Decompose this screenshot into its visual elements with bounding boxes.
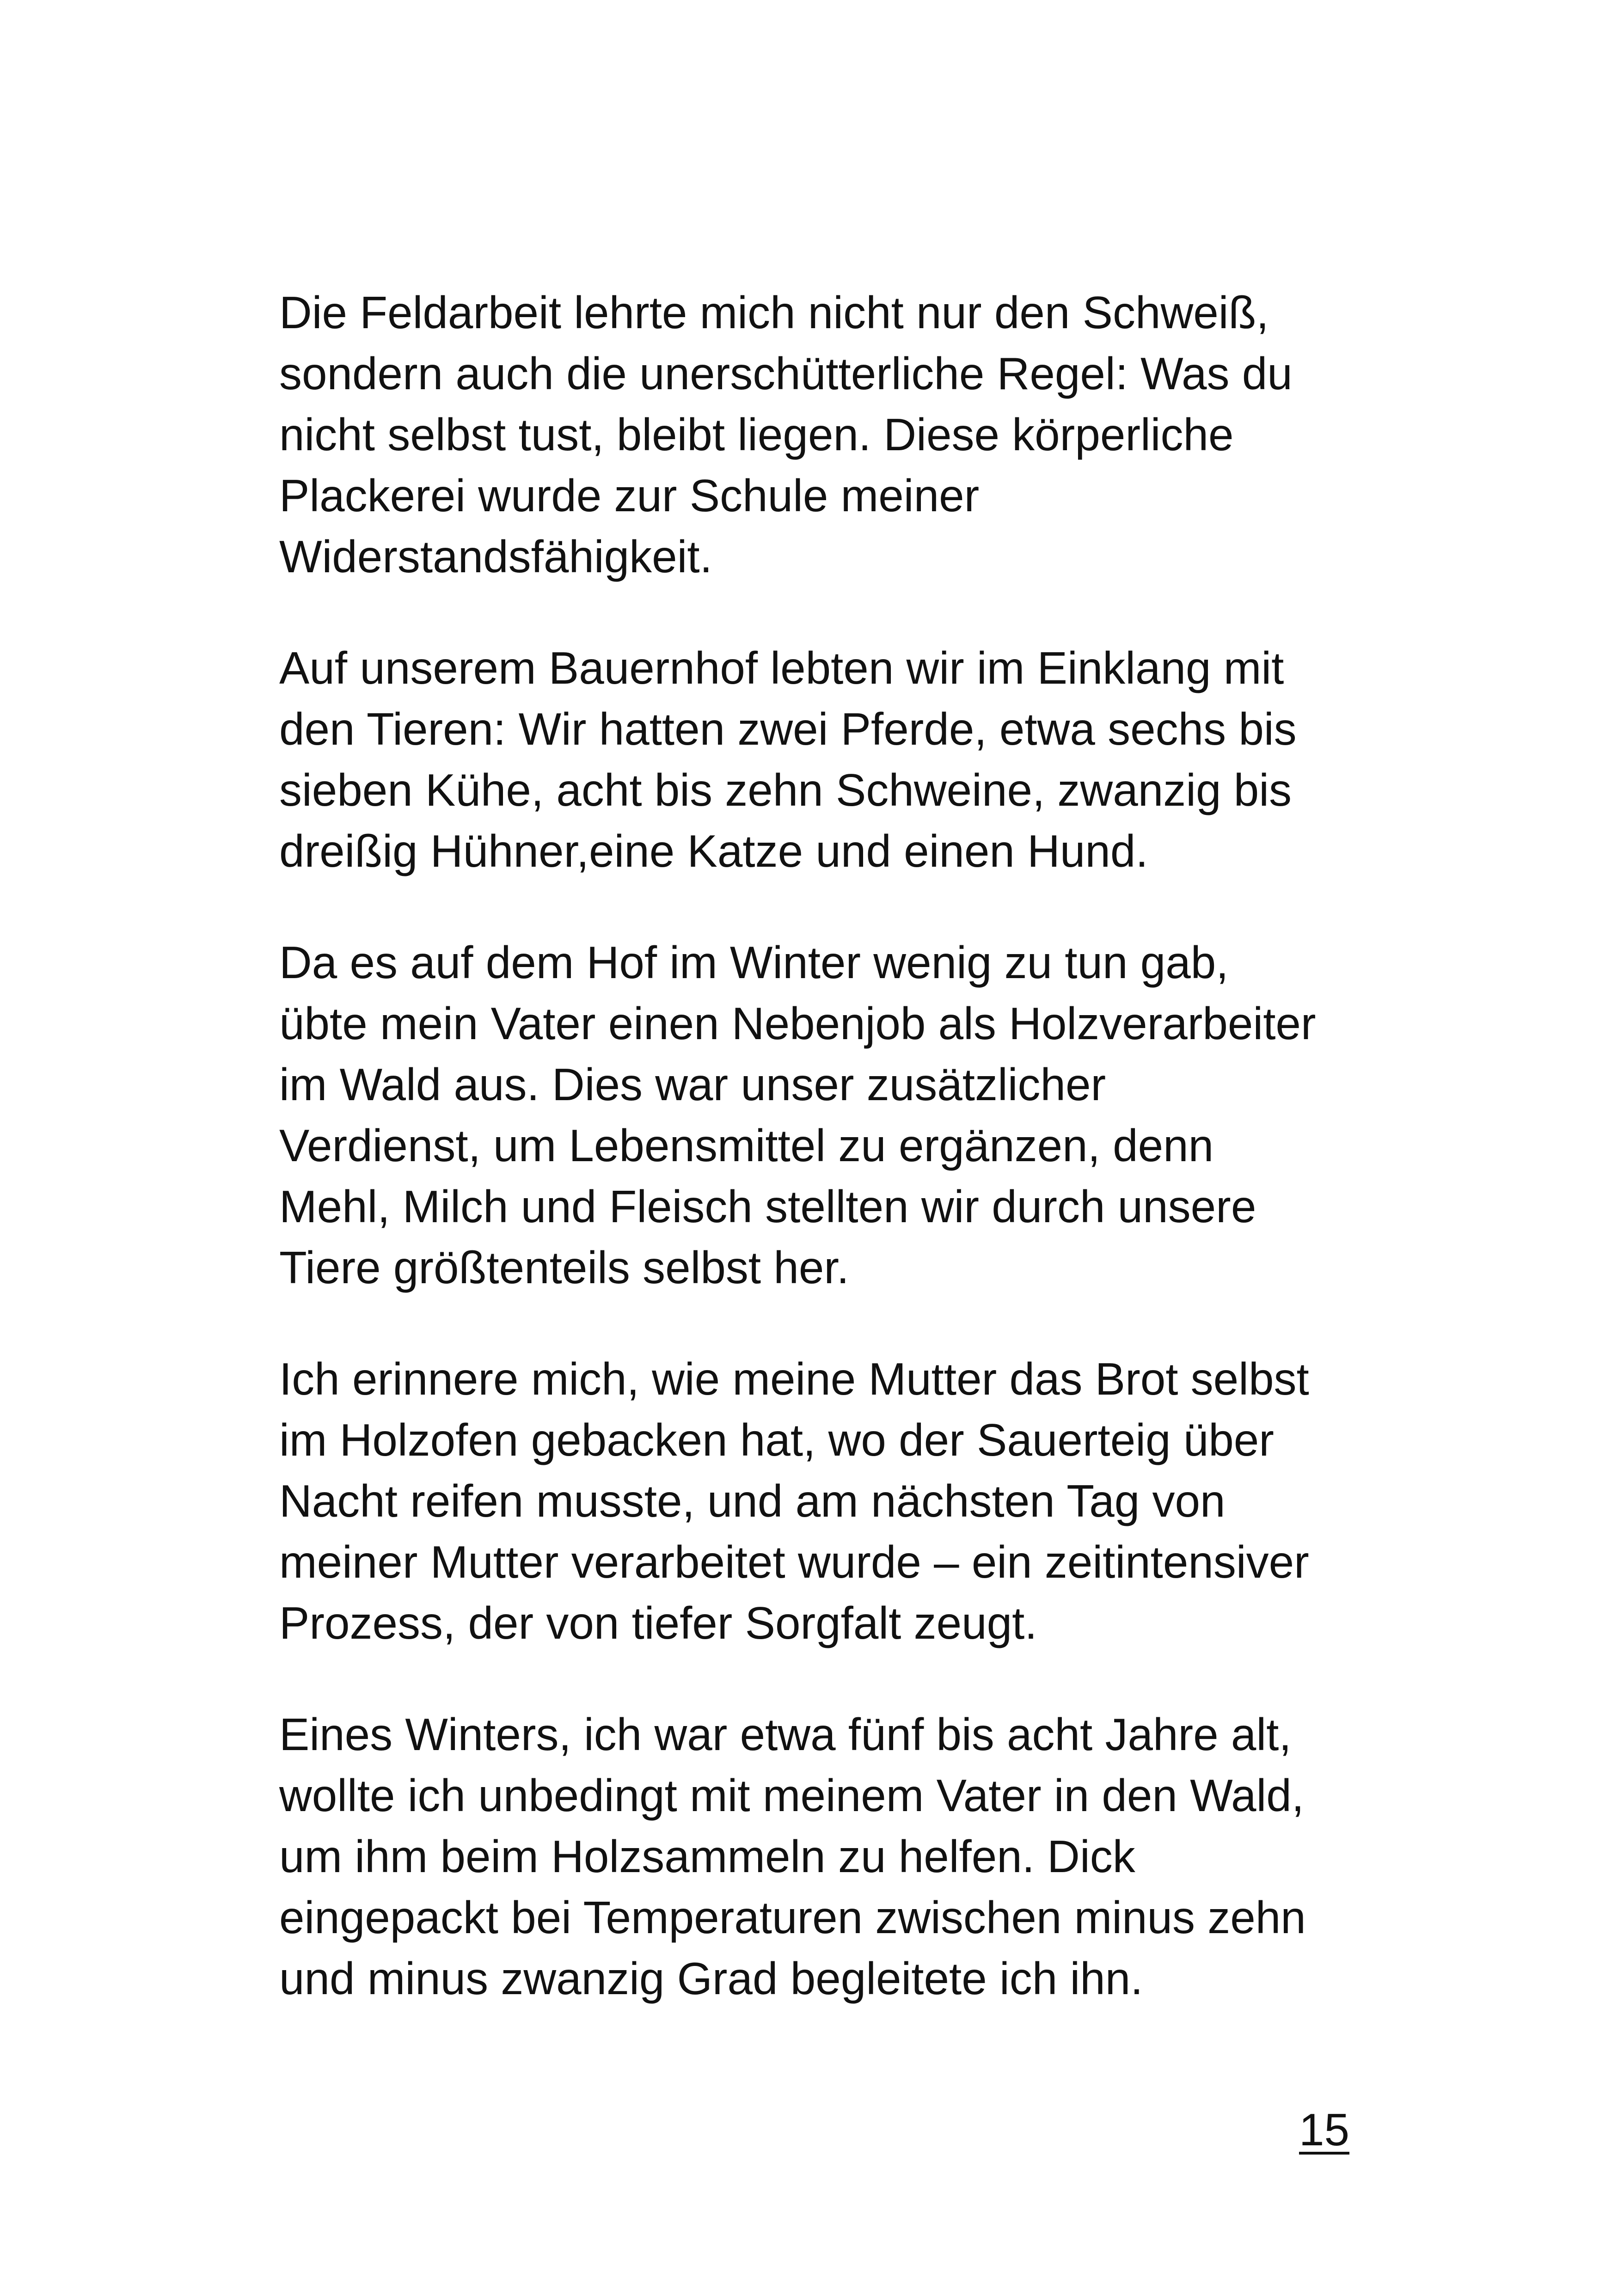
paragraph-2: Auf unserem Bauernhof lebten wir im Einklang mit den Tieren: Wir hatten zwei Pferde, etwa sechs bis sieben Kühe, acht bis zehn Schweine, zwanzig bis dreißig Hühner,eine Katze und einen Hund. — [279, 643, 1297, 876]
paragraph-4: Ich erinnere mich, wie meine Mutter das Brot selbst im Holzofen gebacken hat, wo der Sauerteig über Nacht reifen musste, und am nächsten Tag von meiner Mutter verarbeitet wurde – ein zeitintensiver Prozess, der von tiefer Sorgfalt zeugt. — [279, 1353, 1309, 1648]
paragraph-1: Die Feldarbeit lehrte mich nicht nur den Schweiß, sondern auch die unerschütterliche Regel: Was du nicht selbst tust, bleibt liegen. Diese körperliche Plackerei wurde zur Schule meiner Widerstandsfähigkeit. — [279, 287, 1293, 582]
page-number: 15 — [1299, 2104, 1350, 2155]
body-text — [279, 282, 1366, 2059]
paragraph-5: Eines Winters, ich war etwa fünf bis acht Jahre alt, wollte ich unbedingt mit meinem Vater in den Wald, um ihm beim Holzsammeln zu helfen. Dick eingepackt bei Temperaturen zwischen minus zehn und minus zwanzig Grad begleitete ich ihn. — [279, 1709, 1306, 2004]
paragraph-3: Da es auf dem Hof im Winter wenig zu tun gab, übte mein Vater einen Nebenjob als Holzverarbeiter im Wald aus. Dies war unser zusätzlicher Verdienst, um Lebensmittel zu ergänzen, denn Mehl, Milch und Fleisch stellten wir durch unsere Tiere größtenteils selbst her. — [279, 937, 1316, 1293]
